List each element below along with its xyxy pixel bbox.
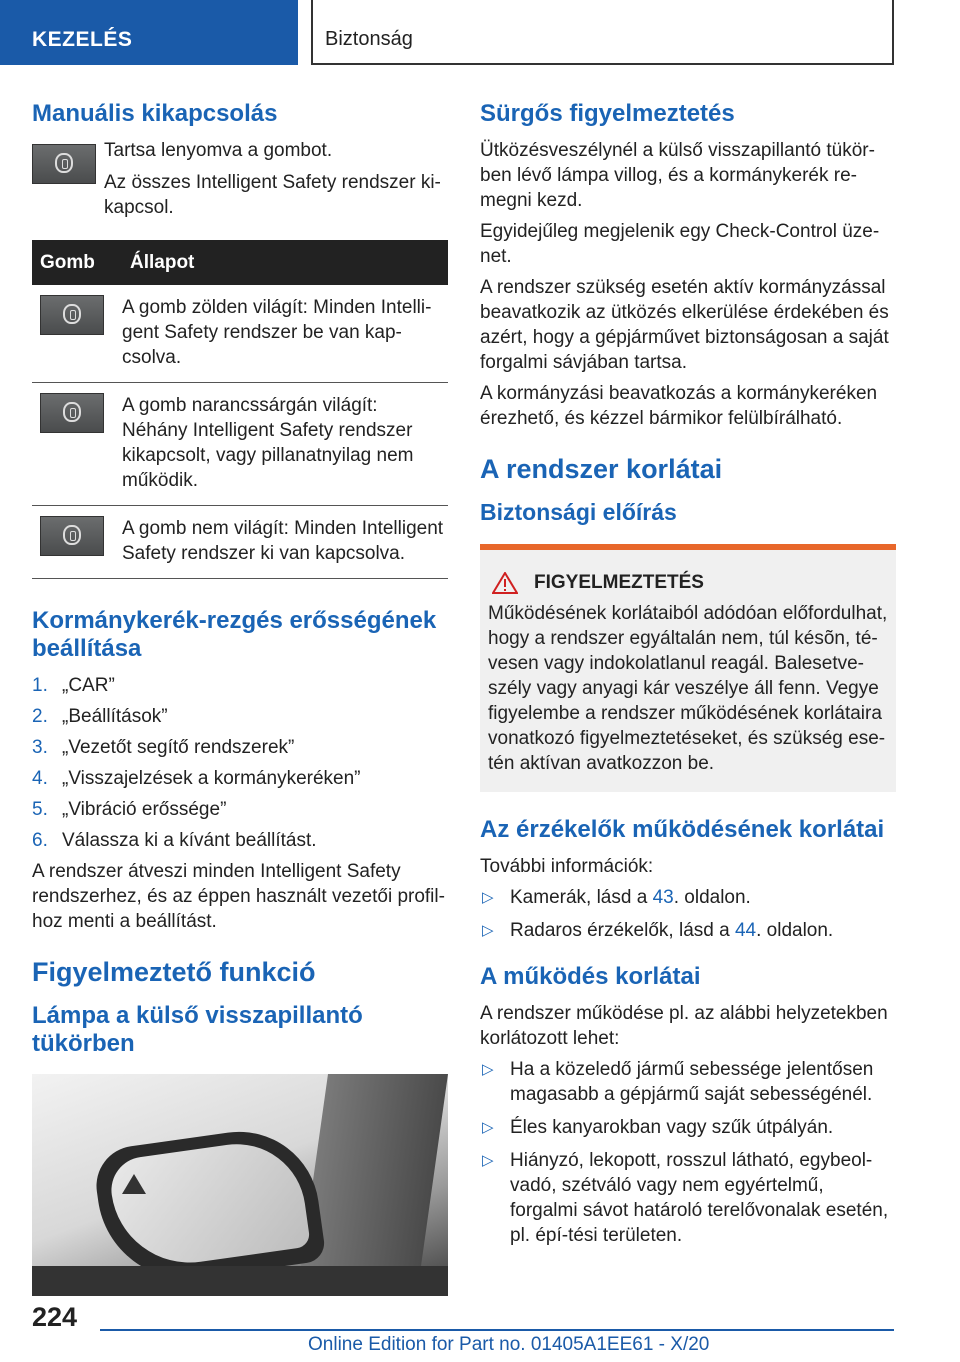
urgent-warning-heading: Sürgős figyelmeztetés xyxy=(480,100,735,127)
section-label: KEZELÉS xyxy=(32,28,133,51)
warning-text: Működésének korlátaiból adódóan előfordulhat, hogy a rendszer egyáltalán nem, túl késõn, té-vesen vagy indokolatlanul reagál. Balesetve-szély vagy anyagi kár veszélye áll fenn. Vegye figyelembe a rendszer működésének korlátaira vonatkozó figyelmeztetéseket, és szükség ese-tén aktívan avatkozzon be. xyxy=(488,603,888,774)
warning-box xyxy=(480,544,896,792)
left-column xyxy=(32,100,448,1296)
list-item: 1. „CAR” xyxy=(32,675,115,696)
table-header-state: Állapot xyxy=(122,240,448,285)
manual-off-text-1: Tartsa lenyomva a gombot. xyxy=(104,140,333,161)
warning-label: FIGYELMEZTETÉS xyxy=(534,572,704,593)
table-cell-state: A gomb zölden világít: Minden Intelli-gent Safety rendszer be van kap-csolva. xyxy=(122,285,448,383)
section-tab xyxy=(0,0,298,65)
limits-heading: A rendszer korlátai xyxy=(480,454,723,484)
safety-heading: Biztonsági előírás xyxy=(480,499,677,525)
warning-triangle-icon xyxy=(492,572,518,594)
list-item: 6. Válassza ki a kívánt beállítást. xyxy=(32,830,317,851)
table-row xyxy=(32,506,448,579)
warning-function-heading: Figyelmeztető funkció xyxy=(32,957,316,987)
list-item: 5. „Vibráció erőssége” xyxy=(32,799,227,820)
manual-off-heading: Manuális kikapcsolás xyxy=(32,100,278,127)
chapter-title: Biztonság xyxy=(325,28,413,50)
edition-text: Online Edition for Part no. 01405A1EE61 - X/20 xyxy=(308,1334,710,1355)
operation-intro: A rendszer működése pl. az alábbi helyzetekben korlátozott lehet: xyxy=(480,1003,888,1049)
footer-divider xyxy=(100,1329,894,1331)
safety-button-green-icon xyxy=(40,295,104,335)
list-item: 2. „Beállítások” xyxy=(32,706,168,727)
safety-button-off-icon xyxy=(40,516,104,556)
vibration-heading: Kormánykerék-rezgés erősségének beállítása xyxy=(32,607,437,662)
right-column xyxy=(480,100,896,1256)
list-item: 3. „Vezetőt segítő rendszerek” xyxy=(32,737,295,758)
list-item: ▷ Hiányzó, lekopott, rosszul látható, egybeol-vadó, szétváló vagy nem egyértelmű, forgalmi sávot határoló terelővonalak esetén, pl. épí-tési területen. xyxy=(482,1150,889,1246)
manual-off-block xyxy=(32,138,448,182)
sensor-limits-heading: Az érzékelők működésének korlátai xyxy=(480,816,885,843)
urgent-text-1: Ütközésveszélynél a külső visszapillantó tükör-ben lévő lámpa villog, és a kormánykerék re-megni kezd. xyxy=(480,140,875,211)
list-item: ▷ Éles kanyarokban vagy szűk útpályán. xyxy=(482,1117,834,1138)
page-link[interactable]: 44 xyxy=(734,920,757,941)
vibration-note: A rendszer átveszi minden Intelligent Safety rendszerhez, és az éppen használt vezetői profil-hoz menti a beállítást. xyxy=(32,861,445,932)
operation-limits-heading: A működés korlátai xyxy=(480,963,701,990)
table-cell-state: A gomb narancssárgán világít: Néhány Intelligent Safety rendszer kikapcsolt, vagy pillanatnyilag nem működik. xyxy=(122,383,448,506)
chapter-header xyxy=(311,0,894,65)
list-item: 4. „Visszajelzések a kormánykeréken” xyxy=(32,768,361,789)
urgent-text-3: A rendszer szükség esetén aktív kormányzással beavatkozik az ütközés elkerülése érdekében és azért, hogy a gépjárművet biztonságosan a saját forgalmi sávjában tartsa. xyxy=(480,277,889,373)
table-row xyxy=(32,285,448,383)
urgent-text-2: Egyidejűleg megjelenik egy Check-Control üze-net. xyxy=(480,221,880,267)
manual-off-text-2: Az összes Intelligent Safety rendszer ki-kapcsol. xyxy=(104,172,441,218)
list-item: ▷ Ha a közeledő jármű sebessége jelentősen magasabb a gépjármű saját sebességénél. xyxy=(482,1059,874,1105)
list-item: ▷ Kamerák, lásd a 43. oldalon. xyxy=(482,887,751,908)
page-number: 224 xyxy=(32,1302,78,1332)
safety-button-orange-icon xyxy=(40,393,104,433)
mirror-lamp-heading: Lámpa a külső visszapillantó tükörben xyxy=(32,1002,363,1057)
table-header-button: Gomb xyxy=(32,240,122,285)
page-link[interactable]: 43 xyxy=(652,887,674,908)
urgent-text-4: A kormányzási beavatkozás a kormánykeréken érezhető, és kézzel bármikor felülbírálható. xyxy=(480,383,878,429)
sensor-intro: További információk: xyxy=(480,856,654,877)
button-state-table xyxy=(32,240,448,579)
sensor-list xyxy=(480,885,896,943)
mirror-warning-lamp-icon xyxy=(122,1174,146,1194)
table-row xyxy=(32,383,448,506)
table-cell-state: A gomb nem világít: Minden Intelligent Safety rendszer ki van kapcsolva. xyxy=(122,506,448,579)
mirror-photo xyxy=(32,1074,448,1296)
list-item: ▷ Radaros érzékelők, lásd a 44. oldalon. xyxy=(482,920,834,941)
vibration-steps xyxy=(32,673,448,853)
safety-button-icon xyxy=(32,144,96,184)
operation-list xyxy=(480,1057,896,1248)
